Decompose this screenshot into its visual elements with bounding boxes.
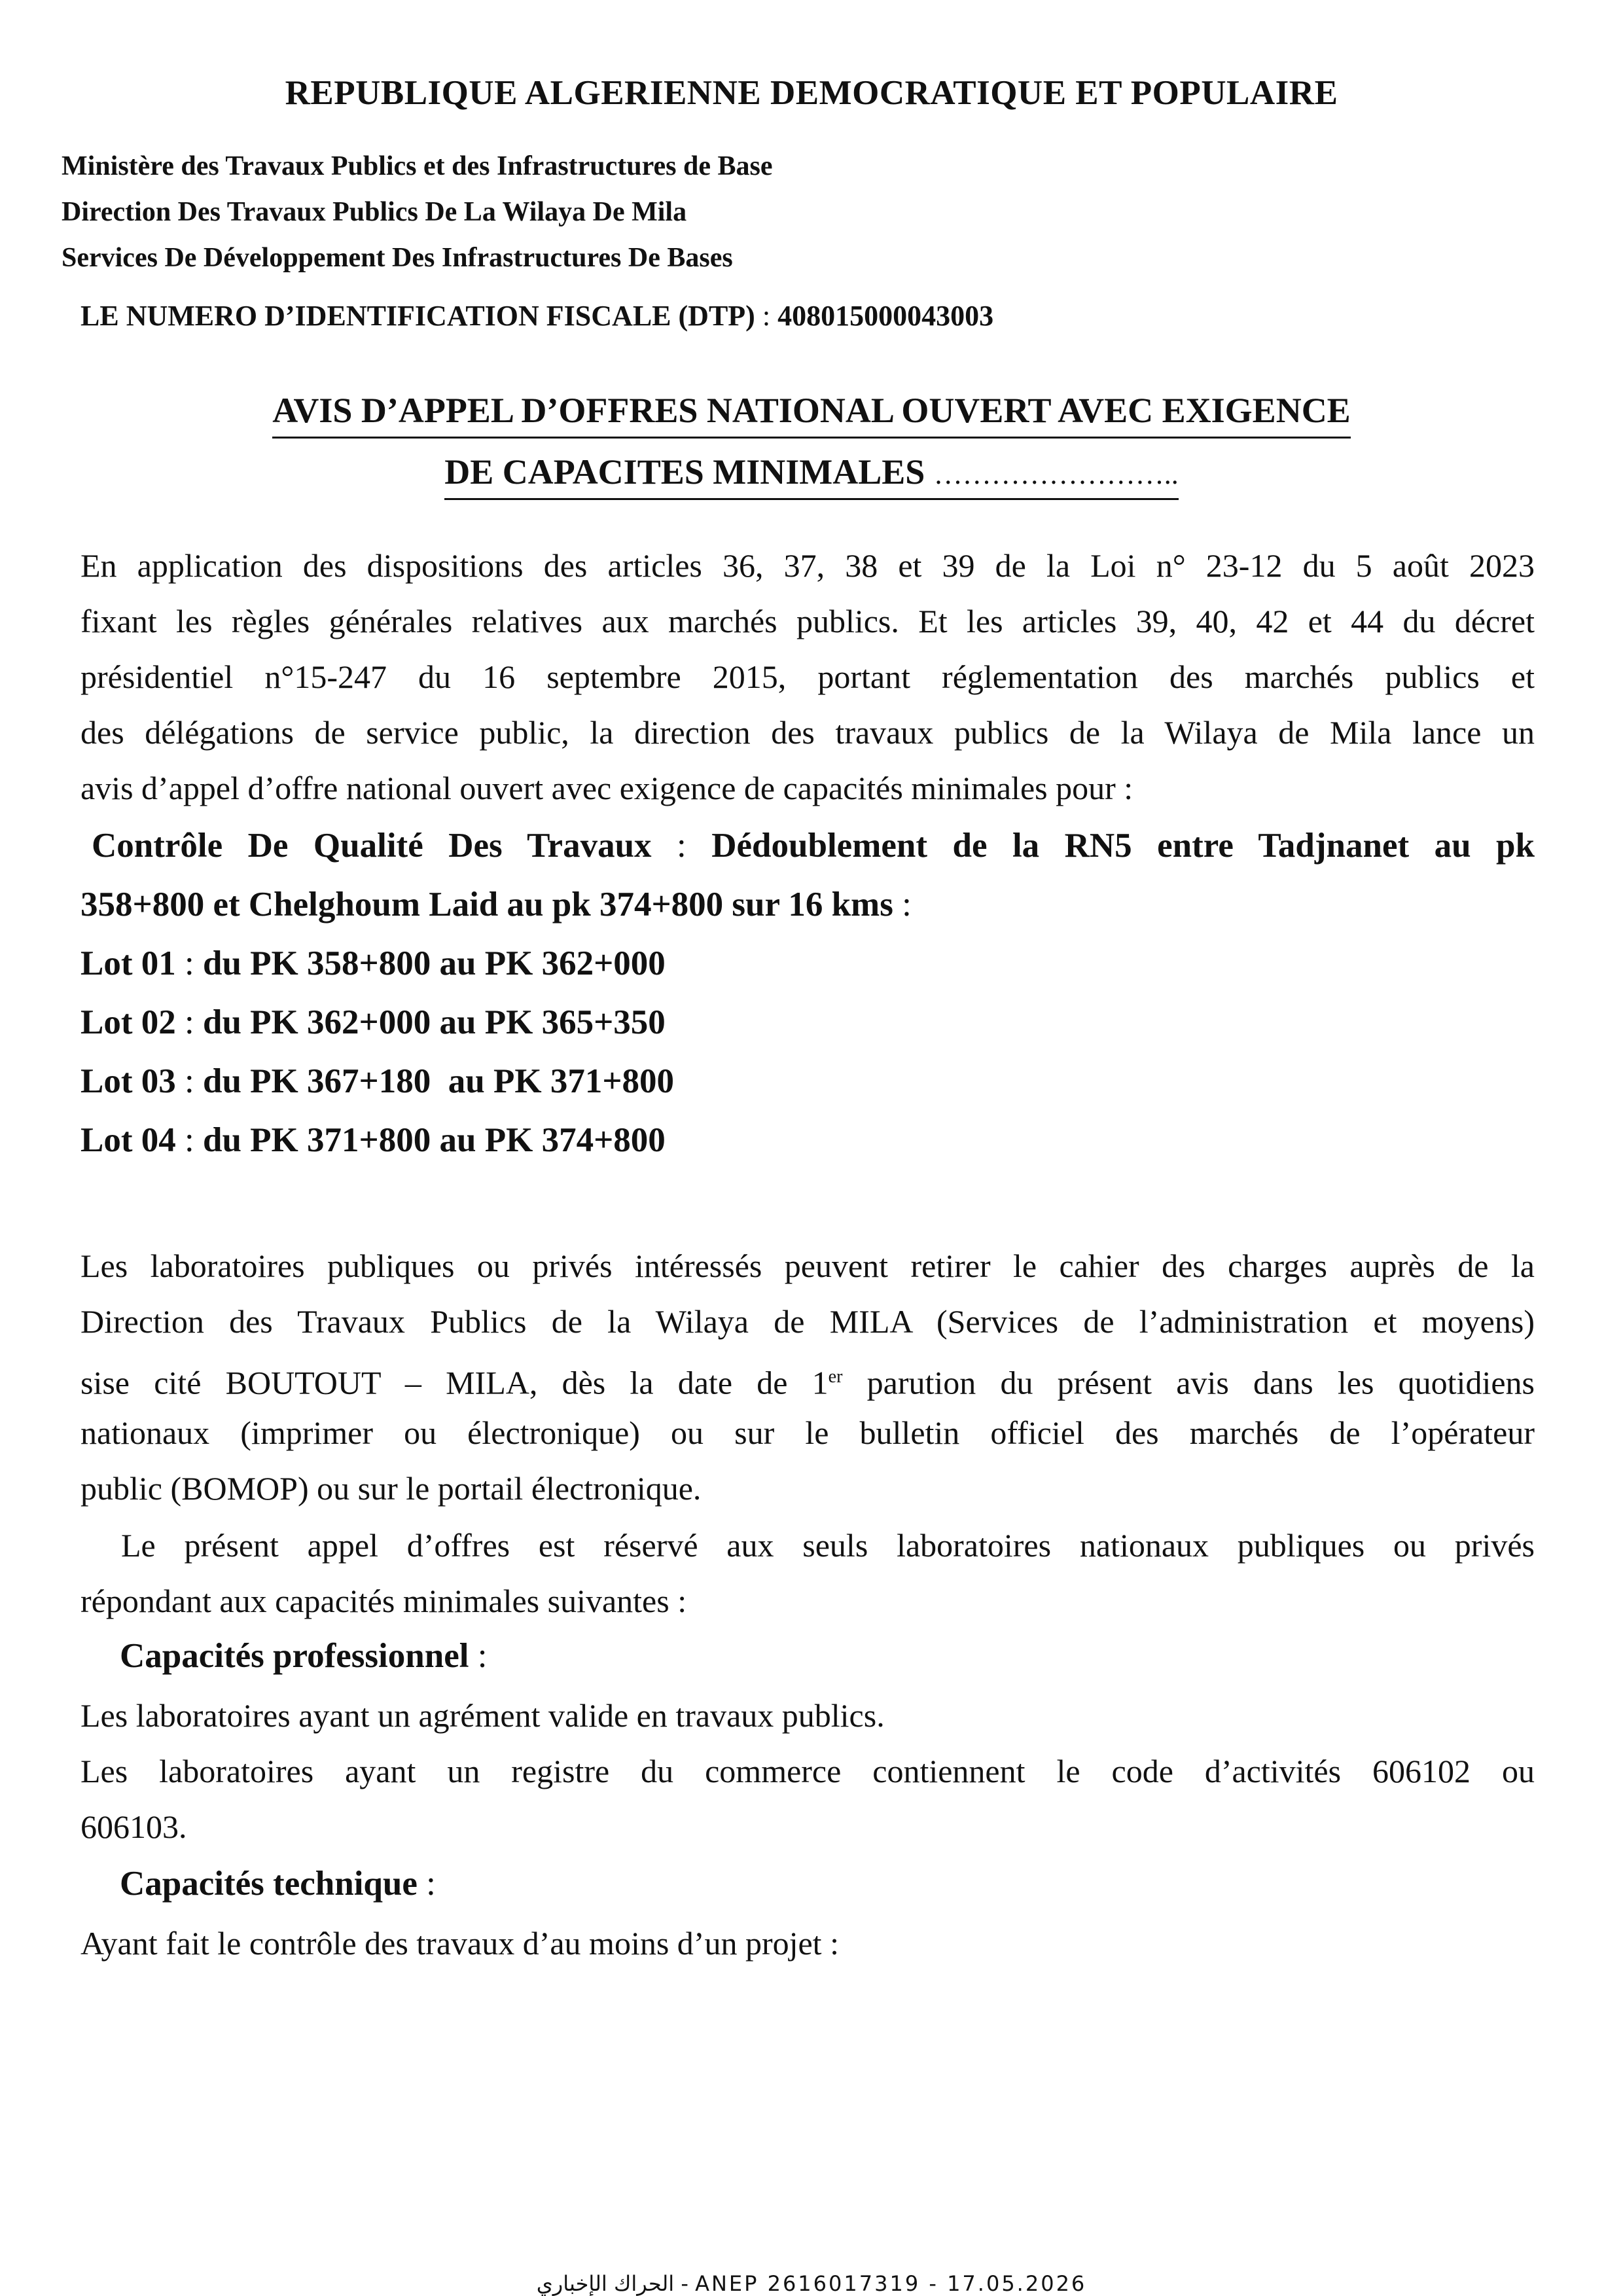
subject-line-2 <box>80 885 912 924</box>
withdrawal-line-5: public (BOMOP) ou sur le portail électronique. <box>80 1470 702 1507</box>
republic-title: REPUBLIQUE ALGERIENNE DEMOCRATIQUE ET POPULAIRE <box>285 74 1338 112</box>
lot-item <box>80 1003 666 1042</box>
reserved-line-2: répondant aux capacités minimales suivantes : <box>80 1583 687 1619</box>
subject-separator: : <box>677 827 687 865</box>
subject-text-2: 358+800 et Chelghoum Laid au pk 374+800 sur 16 kms <box>80 886 893 924</box>
lot-label: Lot 03 <box>80 1062 176 1100</box>
direction-name: Direction Des Travaux Publics De La Wilaya De Mila <box>62 197 687 227</box>
lot-range: du PK 367+180 au PK 371+800 <box>202 1062 675 1100</box>
withdrawal-line-3a: sise cité BOUTOUT – MILA, dès la date de 1 <box>80 1364 829 1401</box>
withdrawal-line-4: nationaux (imprimer ou électronique) ou sur le bulletin officiel des marchés de l’opérateur <box>80 1414 1535 1451</box>
technical-heading <box>120 1864 436 1903</box>
intro-line-3: présidentiel n°15-247 du 16 septembre 2015, portant réglementation des marchés publics et <box>80 658 1535 695</box>
lot-item <box>80 1062 674 1101</box>
withdrawal-line-3-sup: er <box>828 1367 843 1387</box>
notice-title-line1-wrap <box>0 390 1623 431</box>
tax-id-line <box>80 299 993 332</box>
intro-line-5: avis d’appel d’offre national ouvert avec exigence de capacités minimales pour : <box>80 770 1133 806</box>
technical-heading-text: Capacités technique <box>120 1865 418 1903</box>
ministry-name: Ministère des Travaux Publics et des Infrastructures de Base <box>62 151 773 181</box>
intro-line-2: fixant les règles générales relatives aux marchés publics. Et les articles 39, 40, 42 et 44 du décret <box>80 603 1535 639</box>
subject-label: Contrôle De Qualité Des Travaux <box>92 827 652 865</box>
tax-id-separator: : <box>762 300 771 332</box>
professional-heading-text: Capacités professionnel <box>120 1637 469 1675</box>
technical-item-1: Ayant fait le contrôle des travaux d’au moins d’un projet : <box>80 1925 839 1962</box>
tax-id-value: 408015000043003 <box>777 300 994 332</box>
professional-heading <box>120 1636 487 1676</box>
lot-separator: : <box>185 1062 194 1100</box>
withdrawal-line-1: Les laboratoires publiques ou privés intéressés peuvent retirer le cahier des charges auprès de la <box>80 1247 1535 1284</box>
notice-title-line2 <box>444 452 1179 500</box>
professional-item-1: Les laboratoires ayant un agrément valide en travaux publics. <box>80 1697 885 1734</box>
lot-separator: : <box>185 944 194 982</box>
withdrawal-line-3 <box>80 1357 1535 1403</box>
technical-heading-sep: : <box>426 1865 436 1903</box>
lot-range: du PK 358+800 au PK 362+000 <box>202 944 666 982</box>
professional-heading-sep: : <box>477 1637 488 1675</box>
professional-item-2-line-2: 606103. <box>80 1808 187 1845</box>
withdrawal-line-2: Direction des Travaux Publics de la Wilaya de MILA (Services de l’administration et moyens) <box>80 1303 1535 1340</box>
subject-end: : <box>902 886 912 924</box>
lot-label: Lot 02 <box>80 1003 176 1041</box>
subject-line-1 <box>92 826 1535 865</box>
tax-id-label: LE NUMERO D’IDENTIFICATION FISCALE (DTP) <box>80 300 755 332</box>
lot-label: Lot 01 <box>80 944 176 982</box>
lot-item <box>80 1121 666 1160</box>
intro-line-4: des délégations de service public, la direction des travaux publics de la Wilaya de Mila lance un <box>80 714 1535 751</box>
professional-item-2-line-1: Les laboratoires ayant un registre du commerce contiennent le code d’activités 606102 ou <box>80 1753 1535 1789</box>
withdrawal-line-3b: parution du présent avis dans les quotidiens <box>842 1364 1535 1401</box>
lot-range: du PK 362+000 au PK 365+350 <box>202 1003 666 1041</box>
services-name: Services De Développement Des Infrastructures De Bases <box>62 243 733 273</box>
lot-separator: : <box>185 1003 194 1041</box>
footer-reference: الحراك الإخباري - ANEP 2616017319 - 17.05.2026 <box>536 2271 1087 2296</box>
reserved-line-1: Le présent appel d’offres est réservé aux seuls laboratoires nationaux publiques ou privés <box>121 1527 1535 1564</box>
notice-title-line2-text: DE CAPACITES MINIMALES <box>444 452 925 492</box>
intro-line-1: En application des dispositions des articles 36, 37, 38 et 39 de la Loi n° 23-12 du 5 août 2023 <box>80 547 1535 584</box>
notice-title-line1: AVIS D’APPEL D’OFFRES NATIONAL OUVERT AVEC EXIGENCE <box>272 391 1350 439</box>
notice-title-line2-wrap <box>0 452 1623 492</box>
notice-title-dots: …………………….. <box>933 458 1179 490</box>
lot-item <box>80 944 666 983</box>
subject-text-1: Dédoublement de la RN5 entre Tadjnanet au pk <box>711 827 1535 865</box>
lot-label: Lot 04 <box>80 1121 176 1159</box>
lot-range: du PK 371+800 au PK 374+800 <box>202 1121 666 1159</box>
lot-separator: : <box>185 1121 194 1159</box>
